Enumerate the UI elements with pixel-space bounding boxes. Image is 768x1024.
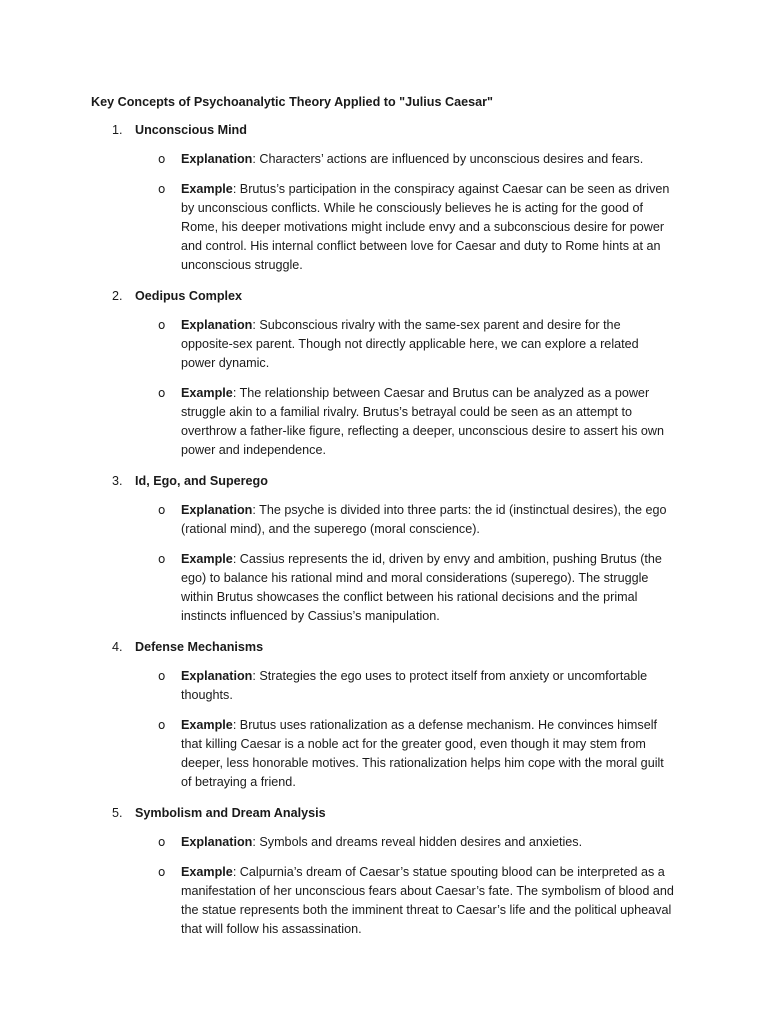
explanation-text [181,833,675,852]
example-bullet [0,384,768,460]
example-text [181,384,675,460]
example-body: : Calpurnia’s dream of Caesar’s statue spouting blood can be interpreted as a manifestation of her unconscious fears about Caesar’s fate. The symbolism of blood and the statue represents both the imminent threat to Caesar’s life and the political upheaval that will follow his assassination. [181,865,674,936]
example-label: Example [181,552,233,566]
explanation-bullet [0,150,768,169]
explanation-bullet [0,667,768,705]
concept-number: 3. [112,474,123,488]
concept-heading [0,472,768,491]
example-label: Example [181,182,233,196]
concept-title: Oedipus Complex [135,289,243,303]
concept-title: Id, Ego, and Superego [135,474,268,488]
concept-section [0,638,768,792]
example-text [181,550,675,626]
concept-heading [0,121,768,140]
concept-title: Symbolism and Dream Analysis [135,806,326,820]
example-label: Example [181,386,233,400]
explanation-bullet [0,316,768,373]
example-bullet [0,716,768,792]
explanation-text [181,316,675,373]
explanation-label: Explanation [181,318,253,332]
bullet-marker: o [158,386,166,400]
example-label: Example [181,718,233,732]
explanation-body: : Strategies the ego uses to protect itself from anxiety or uncomfortable thoughts. [181,669,648,702]
explanation-label: Explanation [181,152,253,166]
document-title: Key Concepts of Psychoanalytic Theory Applied to "Julius Caesar" [91,95,493,109]
bullet-marker: o [158,669,166,683]
bullet-marker: o [158,835,166,849]
example-bullet [0,550,768,626]
concept-number: 1. [112,123,123,137]
explanation-body: : Characters’ actions are influenced by unconscious desires and fears. [252,152,644,166]
bullet-marker: o [158,318,166,332]
explanation-body: : Symbols and dreams reveal hidden desires and anxieties. [252,835,583,849]
explanation-text [181,501,675,539]
bullet-marker: o [158,152,166,166]
bullet-marker: o [158,718,166,732]
bullet-marker: o [158,182,166,196]
concept-section [0,287,768,460]
concept-heading [0,638,768,657]
example-body: : The relationship between Caesar and Brutus can be analyzed as a power struggle akin to a familial rivalry. Brutus’s betrayal could be seen as an attempt to overthrow a father-like figure, reflecting a deeper, unconscious desire to assert his own power and independence. [181,386,665,457]
example-text [181,863,675,939]
explanation-bullet [0,833,768,852]
explanation-label: Explanation [181,835,253,849]
explanation-text [181,150,675,169]
example-label: Example [181,865,233,879]
example-text [181,180,675,275]
concept-title: Unconscious Mind [135,123,247,137]
example-body: : Cassius represents the id, driven by envy and ambition, pushing Brutus (the ego) to balance his rational mind and moral considerations (superego). The struggle within Brutus showcases the conflict between his rational decisions and the primal instincts influenced by Cassius’s manipulation. [181,552,662,623]
example-bullet [0,863,768,939]
explanation-label: Explanation [181,669,253,683]
concept-section [0,472,768,626]
explanation-body: : Subconscious rivalry with the same-sex parent and desire for the opposite-sex parent. Though not directly applicable here, we can explore a related power dynamic. [181,318,639,370]
example-text [181,716,675,792]
explanation-body: : The psyche is divided into three parts: the id (instinctual desires), the ego (rational mind), and the superego (moral conscience). [181,503,667,536]
bullet-marker: o [158,865,166,879]
concept-heading [0,287,768,306]
explanation-bullet [0,501,768,539]
example-body: : Brutus uses rationalization as a defense mechanism. He convinces himself that killing Caesar is a noble act for the greater good, even though it may stem from deeper, less honorable motives. This rationalization helps him cope with the moral guilt of betraying a friend. [181,718,664,789]
concept-number: 4. [112,640,123,654]
concept-section [0,121,768,275]
bullet-marker: o [158,552,166,566]
example-bullet [0,180,768,275]
bullet-marker: o [158,503,166,517]
concept-number: 5. [112,806,123,820]
explanation-text [181,667,675,705]
concept-title: Defense Mechanisms [135,640,264,654]
concept-number: 2. [112,289,123,303]
concept-list [0,121,768,951]
example-body: : Brutus’s participation in the conspiracy against Caesar can be seen as driven by unconscious conflicts. While he consciously believes he is acting for the good of Rome, his deeper motivations might include envy and a subconscious desire for power and control. His internal conflict between love for Caesar and duty to Rome hints at an unconscious struggle. [181,182,670,272]
explanation-label: Explanation [181,503,253,517]
concept-section [0,804,768,939]
concept-heading [0,804,768,823]
